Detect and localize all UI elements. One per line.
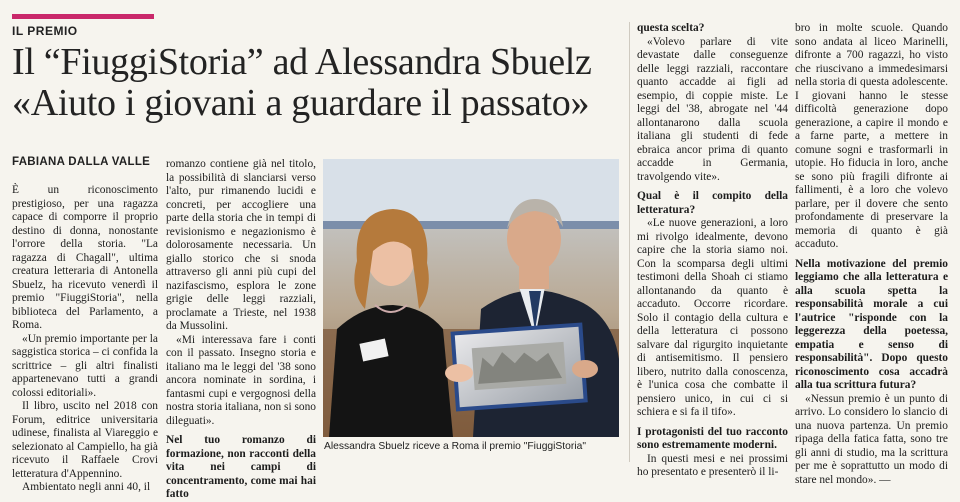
interview-question: Nella motivazione del premio leggiamo che alla letteratura e alla scuola spetta la responsabilità morale a cui l'autrice "risponde con la leggerezza della poetessa, empatia e senso di responsabilità". Dopo questo riconoscimento cosa accadrà alla tua scrittura futura? — [795, 257, 948, 391]
paragraph: Ambientato negli anni 40, il — [22, 481, 151, 493]
byline: FABIANA DALLA VALLE — [12, 156, 151, 168]
award-photo-illustration — [323, 159, 619, 437]
interview-question: I protagonisti del tuo racconto sono estremamente moderni. — [637, 425, 788, 451]
section-accent-bar — [12, 14, 154, 19]
paragraph: «Mi interessava fare i conti con il passato. Insegno storia e italiano ma le leggi del '38 sono ancora nominate in sordina, i fantasmi cupi e vergognosi della nostra storia italiana, non si sono dileguati». — [166, 333, 316, 427]
headline-line-2: «Aiuto i giovani a guardare il passato» — [12, 82, 590, 124]
section-label: IL PREMIO — [12, 24, 78, 38]
headline-line-1: Il “FiuggiStoria” ad Alessandra Sbuelz — [12, 41, 592, 83]
column-divider — [629, 22, 630, 462]
paragraph: Il libro, uscito nel 2018 con Forum, editrice universitaria udinese, finalista al Viareggio e selezionato al Campiello, ha già ricevuto il Raffaele Crovi letteratura d'Appennino. — [12, 400, 158, 480]
paragraph: In questi mesi e nei prossimi ho presentato e presenterò il li- — [637, 452, 788, 478]
interview-question: questa scelta? — [637, 22, 705, 34]
paragraph: bro in molte scuole. Quando sono andata al liceo Marinelli, difronte a 700 ragazzi, ho visto che riuscivano a immedesimarsi nella storia di questa adolescente. I giovani hanno le stesse difficoltà generazione dopo generazione, a capire il mondo e a farne parte, a mettere in comune sogni e trasformarli in utopie. Ho fiducia in loro, anche se sono più fragili difronte ai fallimenti, è a loro che volevo parlare, per il dovere che sento profondamente di preservare la memoria di quanto è già accaduto. — [795, 22, 948, 250]
interview-question: Nel tuo romanzo di formazione, non racconti della vita nei campi di concentramento, come mai hai fatto — [166, 434, 316, 500]
column-3 — [637, 22, 788, 478]
interview-question: Qual è il compito della letteratura? — [637, 190, 788, 216]
column-4 — [795, 22, 948, 486]
paragraph: «Volevo parlare di vite devastate dalle conseguenze delle leggi razziali, raccontare quanto accadde ai figli ad esempio, di coppie miste. Le leggi del '38, abrogate nel '44 allontanarono dalla scuola italiana gli studenti di fede ebraica ancor prima di quanto accadde in Germania, travolgendo vite». — [637, 35, 788, 183]
photo-caption: Alessandra Sbuelz riceve a Roma il premio "FiuggiStoria" — [324, 441, 586, 452]
paragraph: romanzo contiene già nel titolo, la possibilità di slanciarsi verso l'alto, pur rimanendo lucidi e concreti, per accogliere una parte della storia che in tempi di revisionismo e negazionismo è dolorosamente necessaria. Un giallo storico che si snoda attraverso gli anni più cupi del nazifascismo, esplora le zone grigie delle leggi razziali, proclamate a Trieste, nel 1938 da Mussolini. — [166, 158, 316, 332]
column-1 — [12, 184, 158, 493]
paragraph: È un riconoscimento prestigioso, per una ragazza capace di comporre il proprio destino di donna, nonostante l'orrore della storia. "La ragazza di Chagall", ultima creatura letteraria di Antonella Sbuelz, ha ricevuto venerdì il premio "FiuggiStoria", nella biblioteca del Parlamento, a Roma. — [12, 184, 158, 331]
headline — [12, 42, 632, 124]
paragraph: «Le nuove generazioni, a loro mi rivolgo idealmente, devono capire che la storia siamo noi. Con la scomparsa degli ultimi testimoni della Shoah ci stiamo allontanando da quanto è accaduto. Occorre ricordare. Solo il contagio della cultura e della letteratura ci possono salvare dal rigurgito inquietante di antisemitismo. Il pensiero libero, nutrito dalla conoscenza, è l'unica cosa che combatte il pensiero unico, in cui ci si schiera e si fa il tifo». — [637, 217, 788, 418]
column-2 — [166, 158, 316, 500]
award-photo — [323, 159, 619, 437]
paragraph: «Un premio importante per la saggistica storica – ci confida la scrittrice – gli altri finalisti appartenevano tutti a grandi colossi editoriali». — [12, 332, 158, 399]
paragraph: «Nessun premio è un punto di arrivo. Lo considero lo slancio di una nuova partenza. Un premio ripaga della fatica fatta, sono tre gli anni di studio, ma la scrittura per me è soprattutto un modo di stare nel mondo». — — [795, 392, 948, 486]
